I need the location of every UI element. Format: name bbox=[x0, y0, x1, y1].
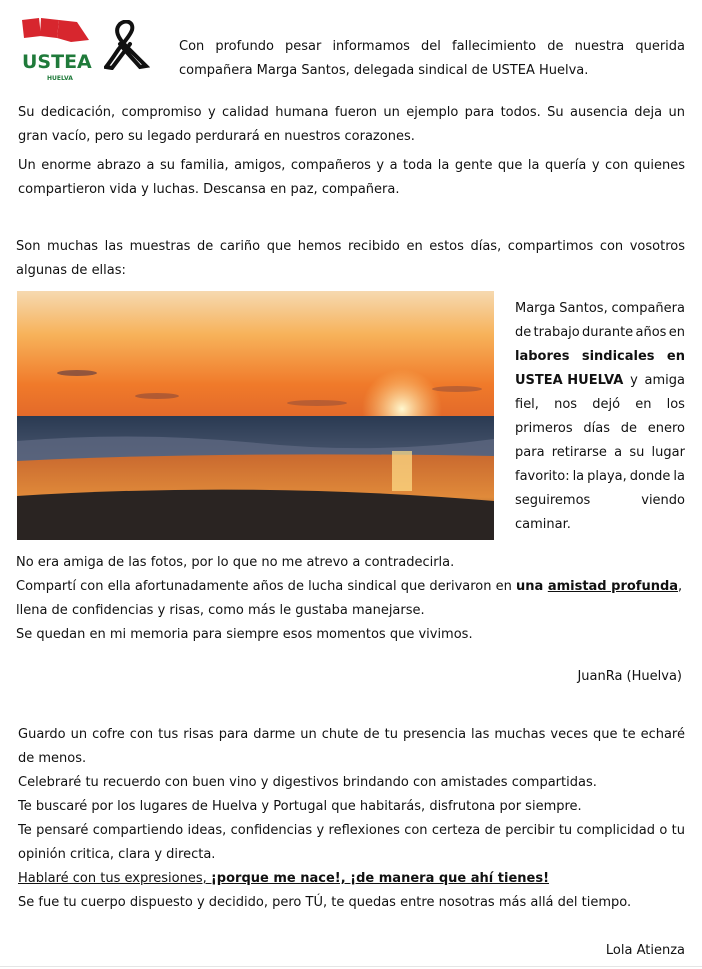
tribute-line: No era amiga de las fotos, por lo que no me atrevo a contradecirla. bbox=[16, 555, 455, 570]
tribute-line: Compartí con ella afortunadamente años de lucha sindical que derivaron en una amistad profunda, llena de confidencias y risas, como más le gustaba manejarse. bbox=[16, 579, 683, 618]
tribute-line: Se fue tu cuerpo dispuesto y decidido, pero TÚ, te quedas entre nosotras más allá del tiempo. bbox=[18, 895, 632, 910]
side-line: para retirarse a su lugar bbox=[515, 445, 685, 460]
tribute-line: Te pensaré compartiendo ideas, confidencias y reflexiones con certeza de percibir tu complicidad o tu opinión critica, clara y directa. bbox=[18, 823, 685, 862]
side-line: favorito: la playa, donde la bbox=[515, 469, 685, 484]
paragraph-tributes-intro: Son muchas las muestras de cariño que hemos recibido en estos días, compartimos con vosotros algunas de ellas: bbox=[16, 239, 685, 278]
tribute-line: Se quedan en mi memoria para siempre esos momentos que vivimos. bbox=[16, 627, 473, 642]
tribute-line: Te buscaré por los lugares de Huelva y Portugal que habitarás, disfrutona por siempre. bbox=[18, 799, 582, 814]
tribute-line: Guardo un cofre con tus risas para darme un chute de tu presencia las muchas veces que te echaré de menos. bbox=[18, 727, 685, 766]
signature-juanra: JuanRa (Huelva) bbox=[577, 669, 682, 684]
tribute-line: Hablaré con tus expresiones, ¡porque me nace!, ¡de manera que ahí tienes! bbox=[18, 871, 550, 886]
side-line: caminar. bbox=[515, 517, 571, 532]
side-line: primeros días de enero bbox=[515, 421, 685, 436]
signature-lola: Lola Atienza bbox=[605, 943, 685, 958]
svg-text:HUELVA: HUELVA bbox=[47, 75, 73, 82]
page-bottom-divider bbox=[0, 966, 702, 967]
black-ribbon-icon bbox=[104, 20, 150, 70]
side-tribute-text bbox=[515, 297, 685, 537]
ustea-huelva-logo bbox=[19, 16, 93, 84]
tribute-line: Celebraré tu recuerdo con buen vino y digestivos brindando con amistades compartidas. bbox=[18, 775, 597, 790]
paragraph-condolences: Un enorme abrazo a su familia, amigos, compañeros y a toda la gente que la quería y con quienes compartieron vida y luchas. Descansa en paz, compañera. bbox=[18, 158, 685, 197]
tribute-lola bbox=[18, 723, 685, 915]
svg-text:USTEA: USTEA bbox=[22, 51, 92, 73]
side-line: fiel, nos dejó en los bbox=[515, 397, 685, 412]
tribute-juanra bbox=[16, 551, 688, 647]
sunset-beach-photo bbox=[17, 291, 494, 540]
intro-text: Con profundo pesar informamos del fallecimiento de nuestra querida compañera Marga Santos, delegada sindical de USTEA Huelva. bbox=[179, 39, 685, 78]
side-line: seguiremos viendo bbox=[515, 493, 685, 508]
side-line: de trabajo durante años en bbox=[515, 325, 685, 340]
side-line: USTEA HUELVA y amiga bbox=[515, 373, 685, 388]
side-line: Marga Santos, compañera bbox=[515, 301, 685, 316]
side-line: labores sindicales en bbox=[515, 349, 685, 364]
paragraph-dedication: Su dedicación, compromiso y calidad humana fueron un ejemplo para todos. Su ausencia deja un gran vacío, pero su legado perdurará en nuestros corazones. bbox=[18, 105, 685, 144]
